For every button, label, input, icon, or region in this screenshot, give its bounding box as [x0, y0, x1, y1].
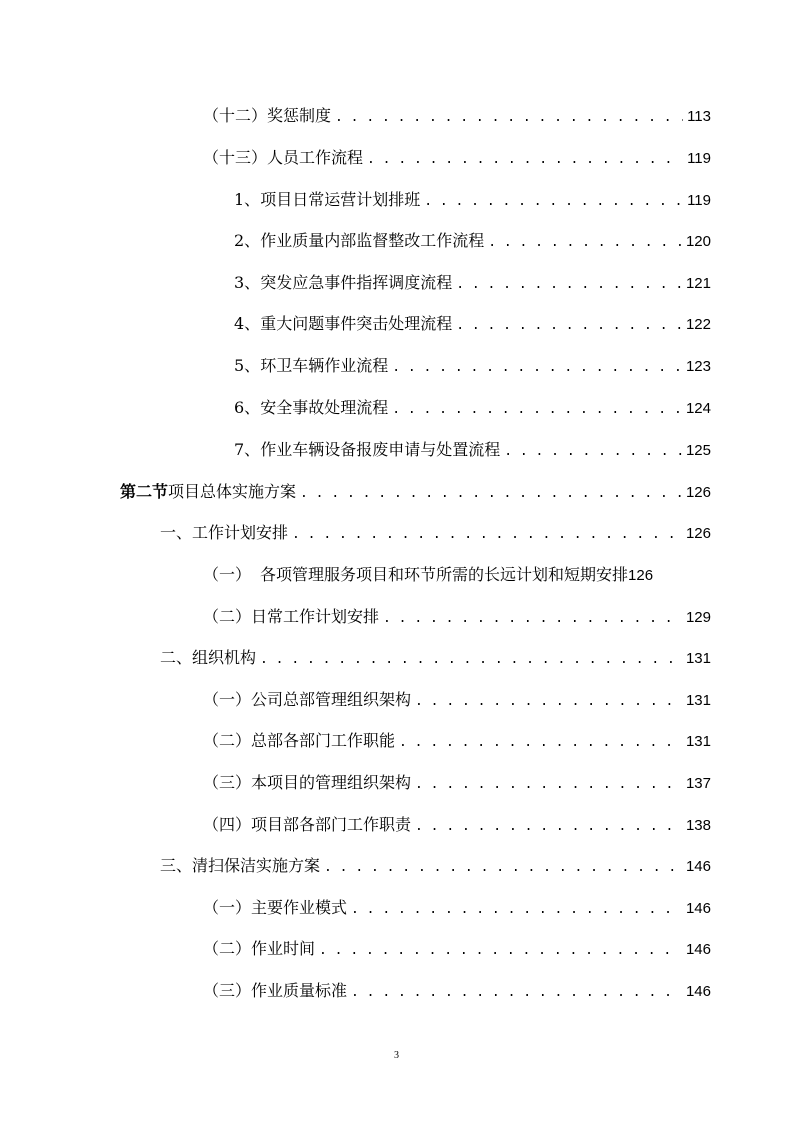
toc-entry-title: 奖惩制度 — [267, 106, 332, 125]
dot-leader — [424, 192, 683, 212]
toc-entry-page: 122 — [685, 316, 711, 333]
toc-entry-number: 1、 — [234, 190, 261, 209]
toc-entry-number: 4、 — [234, 314, 261, 333]
toc-entry-title: 安全事故处理流程 — [260, 398, 389, 417]
toc-entry-page: 131 — [685, 692, 711, 709]
toc-entry-title: 环卫车辆作业流程 — [260, 356, 389, 375]
page-number: 3 — [394, 1050, 399, 1061]
dot-leader — [392, 358, 682, 378]
toc-entry[interactable] — [203, 690, 711, 712]
toc-entry-page: 119 — [687, 150, 711, 167]
toc-entry[interactable] — [203, 565, 711, 586]
toc-entry-number: （四） — [203, 815, 252, 834]
toc-entry-title: 作业质量内部监督整改工作流程 — [260, 231, 485, 250]
toc-entry-title: 清扫保洁实施方案 — [192, 856, 321, 875]
dot-leader — [335, 108, 683, 128]
toc-entry-number: 2、 — [234, 231, 261, 250]
toc-entry-page: 120 — [685, 233, 711, 250]
toc-entry-title: 作业时间 — [251, 939, 316, 958]
dot-leader — [351, 900, 682, 920]
toc-entry-number: 5、 — [234, 356, 261, 375]
toc-entry[interactable] — [234, 273, 711, 295]
dot-leader — [383, 609, 682, 629]
toc-entry-page: 146 — [685, 983, 711, 1000]
toc-entry-title: 各项管理服务项目和环节所需的长远计划和短期安排 — [260, 565, 629, 584]
toc-entry-title: 公司总部管理组织架构 — [251, 690, 412, 709]
toc-entry-page: 125 — [685, 442, 711, 459]
toc-entry-number: （一） — [203, 565, 252, 584]
toc-entry-title: 项目日常运营计划排班 — [260, 190, 421, 209]
toc-entry-number: 二、 — [160, 648, 193, 667]
toc-chapter-entry[interactable] — [160, 523, 711, 545]
toc-entry[interactable] — [203, 106, 711, 128]
toc-entry-title: 项目总体实施方案 — [168, 482, 297, 501]
dot-leader — [399, 733, 682, 753]
dot-leader — [415, 817, 682, 837]
toc-entry[interactable] — [203, 939, 711, 961]
dot-leader — [367, 150, 683, 170]
toc-entry-page: 146 — [685, 941, 711, 958]
toc-entry[interactable] — [234, 356, 711, 378]
toc-entry[interactable] — [203, 731, 711, 753]
dot-leader — [415, 775, 682, 795]
toc-chapter-entry[interactable] — [160, 648, 711, 670]
toc-entry-title: 日常工作计划安排 — [251, 607, 380, 626]
toc-section-entry[interactable] — [120, 482, 711, 504]
toc-entry[interactable] — [234, 314, 711, 336]
toc-entry-title: 主要作业模式 — [251, 898, 348, 917]
toc-entry[interactable] — [203, 981, 711, 1003]
dot-leader — [456, 275, 682, 295]
toc-entry-number: （二） — [203, 939, 252, 958]
toc-entry-page: 126 — [685, 484, 711, 501]
toc-entry-number: 7、 — [234, 440, 261, 459]
dot-leader — [488, 233, 682, 253]
toc-entry-number: 三、 — [160, 856, 193, 875]
dot-leader — [319, 941, 682, 961]
toc-entry-page: 131 — [685, 733, 711, 750]
toc-entry-title: 项目部各部门工作职责 — [251, 815, 412, 834]
toc-chapter-entry[interactable] — [160, 856, 711, 878]
toc-entry-page: 126 — [685, 525, 711, 542]
toc-entry-page: 146 — [685, 900, 711, 917]
toc-entry-page: 124 — [685, 400, 711, 417]
toc-entry-number: （三） — [203, 773, 252, 792]
toc-entry-number: 一、 — [160, 523, 193, 542]
toc-entry-number: 3、 — [234, 273, 261, 292]
dot-leader — [260, 650, 682, 670]
toc-entry-number: （三） — [203, 981, 252, 1000]
toc-entry-title: 工作计划安排 — [192, 523, 289, 542]
toc-entry-number: （十二） — [203, 106, 268, 125]
dot-leader — [292, 525, 682, 545]
dot-leader — [504, 442, 682, 462]
toc-entry[interactable] — [203, 773, 711, 795]
toc-entry-title: 本项目的管理组织架构 — [251, 773, 412, 792]
toc-entry-title: 组织机构 — [192, 648, 257, 667]
toc-entry-page: 121 — [685, 275, 711, 292]
toc-entry-page: 113 — [687, 108, 711, 125]
toc-entry-number: （二） — [203, 607, 252, 626]
toc-entry-number: 6、 — [234, 398, 261, 417]
dot-leader — [456, 316, 682, 336]
toc-entry[interactable] — [234, 190, 711, 212]
toc-entry-title: 重大问题事件突击处理流程 — [260, 314, 453, 333]
toc-entry-page: 137 — [685, 775, 711, 792]
toc-entry-number: （一） — [203, 690, 252, 709]
toc-entry-page: 138 — [685, 817, 711, 834]
dot-leader — [351, 983, 682, 1003]
toc-entry-number: （十三） — [203, 148, 268, 167]
toc-entry-page: 119 — [687, 192, 711, 209]
toc-entry-title: 作业质量标准 — [251, 981, 348, 1000]
toc-entry[interactable] — [203, 815, 711, 837]
dot-leader — [300, 484, 682, 504]
dot-leader — [415, 692, 682, 712]
dot-leader — [392, 400, 682, 420]
toc-entry[interactable] — [234, 440, 711, 462]
toc-entry-number: （二） — [203, 731, 252, 750]
toc-entry-page: 126 — [628, 567, 654, 584]
toc-entry-page: 146 — [685, 858, 711, 875]
toc-entry[interactable] — [203, 607, 711, 629]
toc-entry[interactable] — [234, 398, 711, 420]
toc-entry-number: （一） — [203, 898, 252, 917]
toc-entry-title: 总部各部门工作职能 — [251, 731, 396, 750]
toc-entry-title: 作业车辆设备报废申请与处置流程 — [260, 440, 501, 459]
toc-entry[interactable] — [234, 231, 711, 253]
toc-entry-page: 123 — [685, 358, 711, 375]
toc-entry[interactable] — [203, 148, 711, 170]
dot-leader — [324, 858, 682, 878]
toc-entry-page: 131 — [685, 650, 711, 667]
toc-entry-number: 第二节 — [120, 482, 169, 501]
toc-entry-page: 129 — [685, 609, 711, 626]
toc-entry[interactable] — [203, 898, 711, 920]
toc-entry-title: 人员工作流程 — [267, 148, 364, 167]
toc-entry-title: 突发应急事件指挥调度流程 — [260, 273, 453, 292]
